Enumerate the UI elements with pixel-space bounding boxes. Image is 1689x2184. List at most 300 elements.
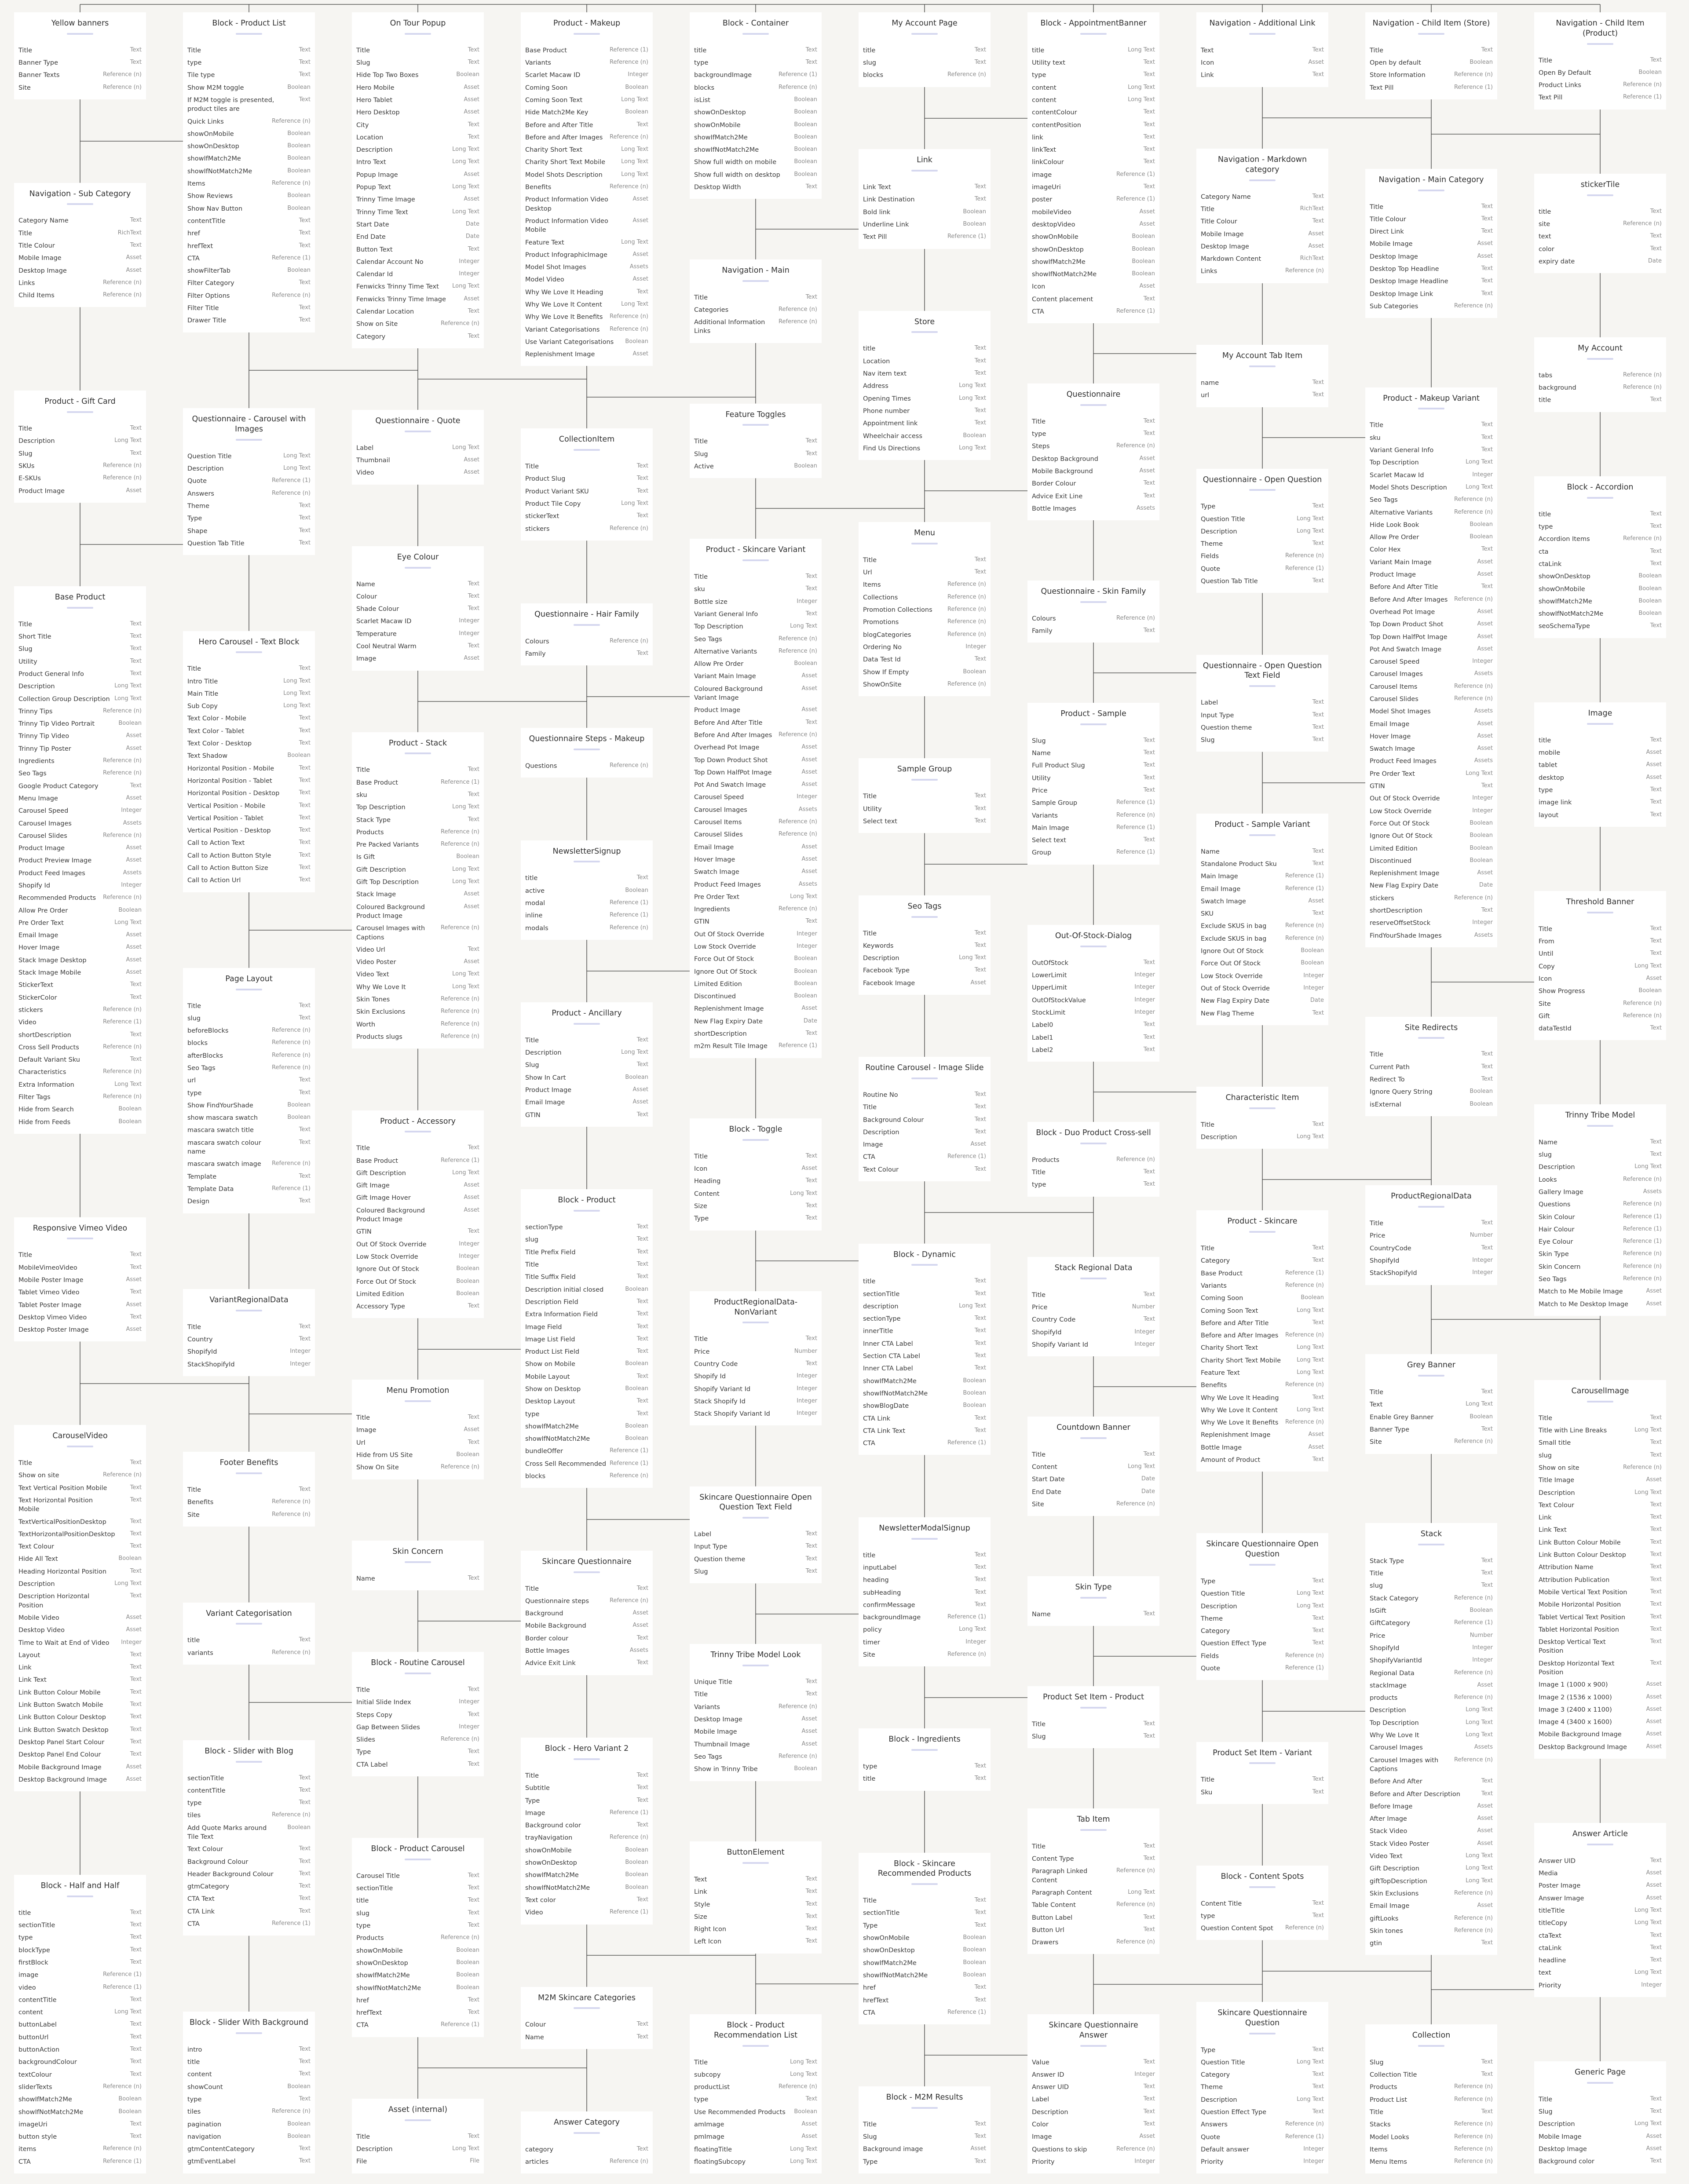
field-type: Reference (n): [947, 581, 986, 588]
field-type: Boolean: [794, 980, 817, 987]
field-name: Fenwicks Trinny Time Image: [356, 296, 446, 303]
field-row: [1201, 2094, 1324, 2106]
field-row: [694, 791, 817, 803]
field-row: [18, 979, 142, 991]
field-row: [1201, 982, 1324, 995]
field-type: Long Text: [959, 394, 986, 402]
entity-card[interactable]: [521, 2111, 653, 2173]
field-row: [1032, 810, 1155, 822]
entity-card[interactable]: [1365, 1523, 1497, 1955]
entity-card[interactable]: [1196, 149, 1328, 283]
entity-card[interactable]: [352, 732, 484, 1049]
entity-card[interactable]: [1365, 169, 1497, 318]
field-row: [18, 1590, 142, 1612]
field-type: Text: [805, 438, 817, 445]
field-name: Open by default: [1370, 59, 1421, 67]
field-type: Text: [1312, 1640, 1324, 1647]
field-row: [1201, 1898, 1324, 1910]
entity-card[interactable]: [1027, 1576, 1159, 1626]
field-row: [863, 579, 986, 591]
title-underline: [1249, 834, 1276, 836]
field-row: [1032, 1301, 1155, 1314]
field-row: [18, 460, 142, 472]
field-name: Products: [1370, 2084, 1397, 2091]
field-name: imageUri: [18, 2121, 48, 2128]
field-row: [1201, 1588, 1324, 1600]
field-row: [187, 1856, 311, 1868]
field-row: [187, 1037, 311, 1049]
field-row: [1370, 818, 1493, 830]
field-type: Text: [299, 527, 311, 534]
field-row: [187, 1333, 311, 1346]
field-name: CTA: [187, 1921, 200, 1928]
field-type: Boolean: [963, 1959, 986, 1966]
entity-card[interactable]: [1027, 12, 1159, 323]
field-name: Carousel Items: [1370, 683, 1418, 690]
field-name: Text Colour: [1539, 1501, 1574, 1509]
field-row: [1201, 377, 1324, 389]
entity-card[interactable]: [1027, 1686, 1159, 1748]
entity-card[interactable]: [352, 1110, 484, 1318]
field-type: Text: [974, 1563, 986, 1570]
field-type: Text: [805, 1360, 817, 1367]
entity-card[interactable]: [1534, 337, 1666, 412]
field-type: Text: [468, 121, 479, 128]
field-name: Sample Group: [1032, 800, 1078, 807]
field-row: [1032, 1019, 1155, 1031]
field-type: Long Text: [283, 702, 311, 709]
field-name: ShopifyId: [1370, 1644, 1400, 1652]
field-name: type: [863, 1763, 877, 1771]
field-type: Boolean: [1470, 857, 1493, 864]
entity-card[interactable]: [1534, 1380, 1666, 1759]
entity-card[interactable]: [1196, 345, 1328, 407]
field-row: [1201, 1454, 1324, 1466]
field-name: Pre Order Text: [1370, 770, 1415, 778]
field-name: GTIN: [694, 918, 709, 926]
field-type: Text: [130, 2071, 142, 2078]
field-name: Shopify Id: [694, 1373, 726, 1381]
field-type: Text: [299, 1077, 311, 1084]
field-row: [356, 106, 479, 119]
field-type: Text: [130, 1592, 142, 1600]
field-type: Text: [299, 1870, 311, 1877]
entity-card[interactable]: [1534, 702, 1666, 827]
field-row: [1539, 570, 1662, 583]
field-name: Ignore Out Of Stock: [1370, 833, 1433, 840]
field-name: buttonAction: [18, 2046, 60, 2054]
field-name: Trinny Tip Video Portrait: [18, 720, 95, 728]
entity-card[interactable]: [521, 1738, 653, 1924]
entity-card[interactable]: [352, 1380, 484, 1479]
field-type: Date: [1141, 1488, 1155, 1495]
entity-card[interactable]: [1365, 1017, 1497, 1116]
field-name: title: [863, 1278, 876, 1286]
field-row: [1539, 985, 1662, 997]
entity-card[interactable]: [1196, 1210, 1328, 1472]
field-type: Asset: [464, 456, 479, 463]
field-name: Eye Colour: [1539, 1238, 1573, 1246]
entity-card[interactable]: [690, 1118, 822, 1231]
field-name: MobileVimeoVideo: [18, 1264, 77, 1271]
field-row: [18, 1079, 142, 1091]
entity-card[interactable]: [1196, 1533, 1328, 1680]
field-type: Reference (1): [947, 233, 986, 240]
field-name: Product Slug: [525, 475, 566, 483]
entity-card[interactable]: [1027, 925, 1159, 1062]
entity-card[interactable]: [352, 2099, 484, 2173]
field-name: CTA Text: [187, 1895, 215, 1903]
field-name: showIfNotMatch2Me: [863, 1390, 928, 1397]
field-name: Trinny Time Text: [356, 208, 408, 216]
field-name: navigation: [187, 2133, 221, 2140]
field-name: Label: [356, 444, 374, 452]
field-type: Long Text: [452, 866, 479, 873]
entity-card[interactable]: [859, 895, 991, 995]
entity-card[interactable]: [690, 12, 822, 199]
field-name: Questions: [525, 762, 557, 770]
field-name: Stack Type: [1370, 1557, 1404, 1565]
field-type: Text: [636, 1896, 648, 1903]
entity-card[interactable]: [690, 1486, 822, 1584]
entity-card[interactable]: [521, 12, 653, 366]
field-type: Text: [130, 46, 142, 53]
field-type: Long Text: [1466, 459, 1493, 466]
entity-card[interactable]: [859, 12, 991, 87]
entity-title: Block - Half and Half: [40, 1881, 120, 1890]
title-underline: [405, 431, 431, 432]
field-type: Text: [636, 1273, 648, 1280]
field-name: Price: [1370, 1232, 1386, 1240]
field-type: Long Text: [621, 500, 648, 507]
entity-card[interactable]: [14, 183, 146, 307]
field-row: [1370, 1048, 1493, 1061]
field-row: [1032, 169, 1155, 181]
entity-card[interactable]: [1196, 1087, 1328, 1149]
field-row: [356, 219, 479, 231]
field-type: Text: [468, 59, 479, 66]
field-type: Text: [805, 450, 817, 457]
field-row: [356, 1709, 479, 1721]
entity-card[interactable]: [1365, 387, 1497, 947]
entity-card[interactable]: [183, 1289, 315, 1376]
entity-card[interactable]: [1027, 1417, 1159, 1516]
field-type: Reference (n): [947, 71, 986, 78]
field-row: [1370, 1913, 1493, 1925]
field-row: [1370, 693, 1493, 705]
field-name: Direct Link: [1370, 228, 1404, 236]
field-row: [1539, 1211, 1662, 1223]
title-underline: [1249, 33, 1276, 35]
field-row: [18, 240, 142, 252]
field-row: [863, 1338, 986, 1350]
field-row: [1032, 219, 1155, 231]
field-name: tabs: [1539, 372, 1553, 379]
field-row: [525, 261, 648, 274]
entity-card[interactable]: [14, 1217, 146, 1342]
field-name: Category: [1201, 2071, 1230, 2079]
entity-card[interactable]: [1196, 814, 1328, 1025]
field-name: modal: [525, 899, 545, 907]
field-row: [1201, 2131, 1324, 2144]
entity-card[interactable]: [1534, 1823, 1666, 1997]
field-row: [1370, 2131, 1493, 2144]
field-name: Questions: [1539, 1201, 1571, 1209]
field-name: Charity Short Text: [525, 146, 582, 154]
field-name: type: [187, 1089, 202, 1097]
field-row: [525, 1894, 648, 1906]
entity-title: Block - Product: [558, 1196, 616, 1205]
field-name: CTA Link Text: [863, 1427, 906, 1435]
field-row: [18, 1969, 142, 1981]
entity-card[interactable]: [1534, 12, 1666, 110]
field-name: buttonUrl: [18, 2034, 49, 2041]
field-row: [1201, 1280, 1324, 1292]
entity-card[interactable]: [183, 631, 315, 892]
entity-card[interactable]: [183, 12, 315, 332]
entity-card[interactable]: [1534, 1104, 1666, 1316]
field-row: [525, 94, 648, 106]
entity-card[interactable]: [690, 1291, 822, 1426]
field-name: Description: [1370, 1707, 1406, 1714]
entity-card[interactable]: [183, 1603, 315, 1665]
entity-card[interactable]: [352, 1541, 484, 1590]
field-name: Trinny Tip Video: [18, 733, 69, 740]
field-row: [1370, 880, 1493, 892]
entity-card[interactable]: [183, 408, 315, 555]
field-type: Text: [1143, 1914, 1155, 1921]
field-name: hrefText: [187, 242, 213, 250]
entity-card[interactable]: [859, 2086, 991, 2173]
entity-card[interactable]: [690, 404, 822, 478]
field-name: Show on Site: [356, 321, 398, 328]
field-row: [1539, 1186, 1662, 1198]
field-row: [525, 299, 648, 311]
field-type: Reference (1): [1116, 824, 1155, 831]
entity-card[interactable]: [1027, 581, 1159, 643]
entity-card[interactable]: [183, 2012, 315, 2173]
entity-card[interactable]: [1027, 1257, 1159, 1356]
field-name: showIfNotMatch2Me: [694, 146, 759, 154]
entity-card[interactable]: [352, 410, 484, 485]
entity-card[interactable]: [521, 728, 653, 778]
entity-card[interactable]: [859, 522, 991, 696]
field-name: Menu Items: [1370, 2158, 1407, 2166]
entity-card[interactable]: [690, 259, 822, 343]
field-type: Text: [299, 1323, 311, 1330]
field-type: Text: [636, 2145, 648, 2152]
entity-card[interactable]: [1196, 2002, 1328, 2173]
entity-card[interactable]: [14, 1875, 146, 2173]
entity-card[interactable]: [1196, 1866, 1328, 1940]
field-type: Text: [468, 643, 479, 649]
entity-card[interactable]: [690, 1644, 822, 1781]
entity-card[interactable]: [183, 1740, 315, 1936]
entity-card[interactable]: [859, 1517, 991, 1666]
field-type: Text: [299, 727, 311, 734]
field-name: content: [187, 2071, 212, 2078]
entity-card[interactable]: [521, 603, 653, 665]
field-row: [356, 131, 479, 144]
entity-card[interactable]: [1196, 1742, 1328, 1804]
entity-card[interactable]: [1534, 891, 1666, 1040]
field-row: [1370, 1642, 1493, 1654]
entity-card[interactable]: [521, 1189, 653, 1488]
field-type: Reference (n): [103, 770, 142, 777]
field-name: Call to Action Text: [187, 840, 245, 847]
field-type: Text: [1143, 2083, 1155, 2090]
field-type: Text: [1143, 762, 1155, 769]
field-name: Carousel Images: [1370, 1744, 1423, 1752]
field-type: Long Text: [1634, 962, 1662, 969]
field-name: Text Horizontal Position Mobile: [18, 1497, 93, 1513]
field-name: Intro Title: [187, 678, 218, 685]
field-type: Long Text: [621, 158, 648, 165]
field-type: Text: [130, 59, 142, 66]
entity-card[interactable]: [859, 311, 991, 460]
entity-card[interactable]: [352, 1652, 484, 1776]
entity-card[interactable]: [1365, 12, 1497, 99]
entity-card[interactable]: [859, 149, 991, 248]
entity-card[interactable]: [352, 12, 484, 348]
field-row: [356, 1437, 479, 1449]
field-name: Stack Image Desktop: [18, 957, 87, 964]
field-row: [1032, 156, 1155, 168]
entity-card[interactable]: [14, 586, 146, 1134]
field-type: Reference (n): [1454, 894, 1493, 901]
entity-card[interactable]: [521, 1551, 653, 1675]
entity-card[interactable]: [1534, 2061, 1666, 2173]
field-name: Link Text: [18, 1676, 47, 1684]
field-name: New Flag Expiry Date: [694, 1018, 763, 1025]
field-row: [356, 194, 479, 206]
entity-card[interactable]: [521, 840, 653, 940]
entity-card[interactable]: [690, 1841, 822, 1954]
entity-card[interactable]: [521, 1987, 653, 2049]
field-name: Show Reviews: [187, 193, 233, 200]
field-name: Exclude SKUS in bag: [1201, 923, 1267, 930]
entity-card[interactable]: [352, 546, 484, 671]
entity-card[interactable]: [1365, 1354, 1497, 1454]
field-type: Boolean: [456, 1278, 479, 1285]
field-row: [1370, 1813, 1493, 1825]
field-type: Text: [468, 1414, 479, 1421]
field-type: Reference (n): [103, 894, 142, 901]
entity-card[interactable]: [1027, 2014, 1159, 2173]
field-row: [694, 2081, 817, 2093]
entity-card[interactable]: [1534, 476, 1666, 638]
field-name: Base Product: [356, 779, 398, 786]
entity-card[interactable]: [14, 12, 146, 99]
field-type: Text: [974, 1414, 986, 1421]
field-name: showOnMobile: [863, 1935, 910, 1942]
entity-card[interactable]: [183, 968, 315, 1213]
field-name: Question Title: [1201, 2059, 1245, 2066]
field-name: items: [18, 2146, 37, 2153]
entity-card[interactable]: [859, 1728, 991, 1790]
field-row: [18, 1041, 142, 1054]
entity-card[interactable]: [1365, 1185, 1497, 1285]
field-type: Asset: [632, 1086, 648, 1093]
title-underline: [742, 1862, 769, 1864]
field-name: Slides: [356, 1736, 375, 1744]
field-name: LowerLimit: [1032, 972, 1067, 979]
entity-card[interactable]: [859, 1057, 991, 1181]
entity-card[interactable]: [1196, 655, 1328, 752]
entity-card[interactable]: [521, 428, 653, 541]
entity-card[interactable]: [14, 1425, 146, 1791]
field-type: Text: [299, 2045, 311, 2053]
entity-card[interactable]: [859, 1244, 991, 1455]
field-row: [356, 1969, 479, 1982]
field-type: Asset: [1139, 283, 1155, 290]
entity-card[interactable]: [690, 2014, 822, 2173]
field-row: [187, 1785, 311, 1797]
entity-card[interactable]: [1027, 383, 1159, 520]
field-type: Asset: [464, 1206, 479, 1213]
entity-card[interactable]: [183, 1452, 315, 1527]
field-name: GTIN: [356, 1228, 372, 1236]
entity-card[interactable]: [859, 758, 991, 833]
entity-card[interactable]: [1027, 1808, 1159, 1954]
field-name: giftLooks: [1370, 1915, 1399, 1922]
field-type: Reference (n): [1623, 1275, 1662, 1282]
entity-card[interactable]: [1196, 12, 1328, 87]
entity-card[interactable]: [1027, 703, 1159, 865]
field-type: Text: [1312, 847, 1324, 855]
entity-card[interactable]: [1534, 174, 1666, 273]
field-name: Background: [525, 1610, 563, 1618]
field-row: [863, 566, 986, 579]
entity-card[interactable]: [859, 1853, 991, 2024]
field-row: [1539, 67, 1662, 79]
field-type: Text: [974, 1340, 986, 1347]
field-name: Hover Image: [18, 944, 60, 952]
field-name: Advice Exit Line: [1032, 493, 1083, 500]
field-type: Integer: [1472, 1644, 1493, 1651]
field-row: [863, 1932, 986, 1944]
entity-card[interactable]: [1027, 1122, 1159, 1197]
field-row: [863, 405, 986, 417]
entity-title: Answer Article: [1572, 1830, 1628, 1838]
field-name: Bottle size: [694, 598, 728, 606]
field-name: Product Feed Images: [18, 869, 85, 877]
field-type: Boolean: [287, 155, 311, 162]
field-type: Long Text: [1634, 1427, 1662, 1434]
entity-card[interactable]: [352, 1838, 484, 2037]
entity-card[interactable]: [521, 1002, 653, 1127]
field-row: [356, 331, 479, 343]
field-type: Text: [974, 1775, 986, 1782]
field-name: Content: [1032, 1464, 1057, 1471]
entity-card[interactable]: [14, 391, 146, 503]
entity-card[interactable]: [1196, 469, 1328, 593]
field-type: Long Text: [959, 954, 986, 961]
field-name: variants: [187, 1649, 213, 1657]
field-name: Question theme: [1201, 724, 1252, 731]
field-row: [525, 523, 648, 535]
entity-card[interactable]: [1365, 2024, 1497, 2173]
field-name: gtmContentCategory: [187, 2146, 255, 2153]
field-type: Long Text: [1297, 2096, 1324, 2103]
field-row: [356, 1205, 479, 1226]
field-row: [694, 670, 817, 683]
field-type: Asset: [1477, 1681, 1493, 1688]
field-row: [863, 1549, 986, 1562]
entity-card[interactable]: [690, 539, 822, 1058]
field-row: [1032, 1007, 1155, 1019]
field-type: Text: [299, 1002, 311, 1009]
